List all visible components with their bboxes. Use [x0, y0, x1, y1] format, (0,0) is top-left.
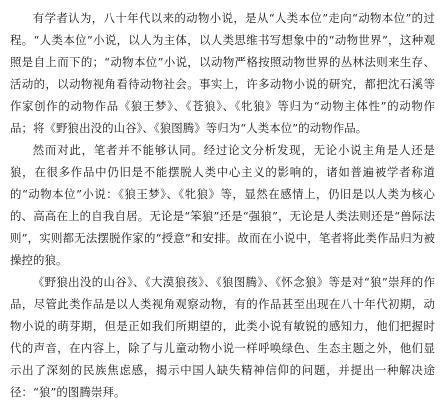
paragraph-1: 有学者认为，八十年代以来的动物小说，是从“人类本位”走向“动物本位”的过程。“人类本位”小说，以人为主体，以人类思维书写想象中的“动物世界”，这种观照是自上而下的；“动物本位”小说，以动物严格按照动物世界的丛林法则来生存、活动的，以动物视角看待动物社会。事实上，许多动物小说的研究，都把沈石溪等作家创作的动物作品《狼王梦》、《苍狼》、《牝狼》等归为“动物主体性”的动物作品；将《野狼出没的山谷》、《狼图腾》等归为“人类本位”的动物作品。 — [10, 11, 435, 135]
paragraph-3: 《野狼出没的山谷》、《大漠狼孩》、《狼图腾》、《怀念狼》等是对“狼”崇拜的作品，尽管此类作品是以人类视角观察动物，有的作品甚至出现在八十年代初期，动物小说的萌芽期，但是正如我们所期望的，此类小说有敏锐的感知力，他们把握时代的声音，在内容上，除了与儿童动物小说一样呼唤绿色、生态主题之外，他们显示出了深刻的民族焦虑感，揭示中国人缺失精神信仰的问题，并提出一种解决途径：“狼”的图腾崇拜。 — [10, 275, 435, 399]
paragraph-2: 然而对此，笔者并不能够认同。经过论文分析发现，无论小说主角是人还是狼，在很多作品中仍旧是不能摆脱人类中心主义的影响的，诸如普遍被学者称道的“动物本位”小说：《狼王梦》、《牝狼》等，显然在感情上，仍旧是以人类为核心的、高高在上的自我自居。无论是“笨狼”还是“强狼”，无论是人类法则还是“兽际法则”，实则都无法摆脱作家的“授意”和安排。故而在小说中，笔者将此类作品归为被操控的狼。 — [10, 143, 435, 267]
